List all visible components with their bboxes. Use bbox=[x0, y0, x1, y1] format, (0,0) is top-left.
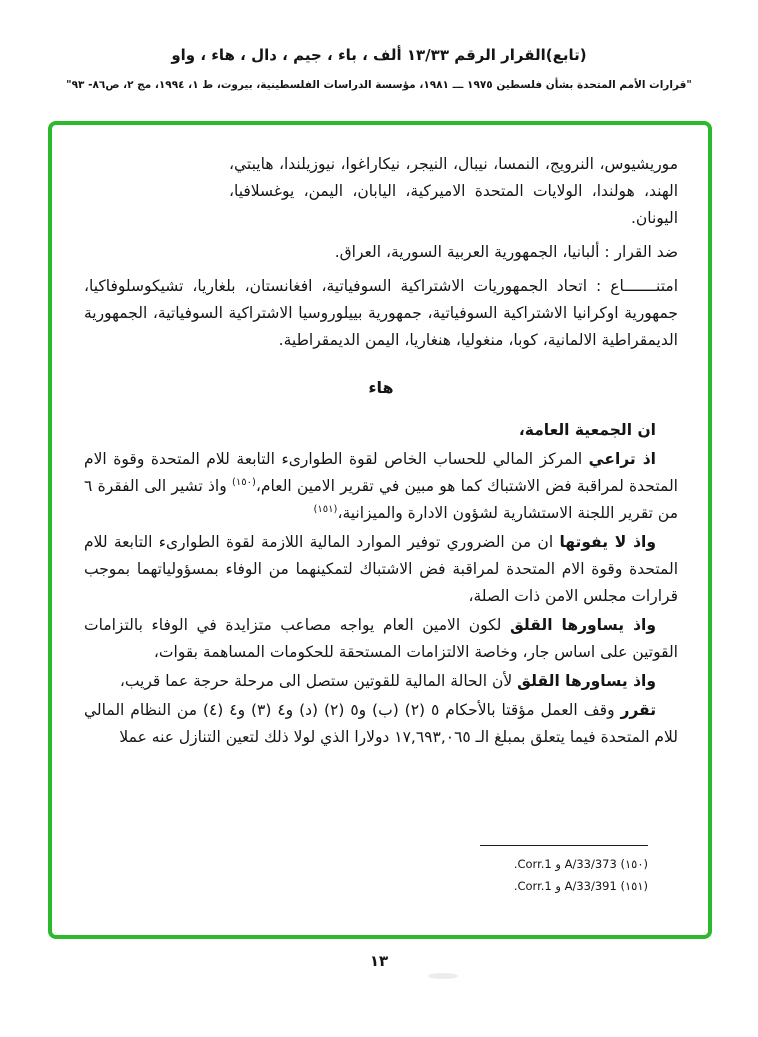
against-countries: ألبانيا، الجمهورية العربية السورية، العراق. bbox=[334, 243, 600, 261]
paragraph-lead: تقرر bbox=[620, 701, 657, 719]
paragraph-text: ان من الضروري توفير الموارد المالية اللازمة لقوة الطوارىء التابعة للام المتحدة وقوة الام المتحدة لمراقبة فض الاشتباك لتمكينهما من الوفاء بمسؤولياتهما بموجب قرارات مجلس الامن ذات الصلة، bbox=[84, 533, 678, 605]
paragraph-2 bbox=[84, 529, 678, 610]
paragraph-lead: اذ تراعي bbox=[588, 450, 656, 468]
paragraph-3 bbox=[84, 612, 678, 666]
abstain-countries: اتحاد الجمهوريات الاشتراكية السوفياتية، افغانستان، بلغاريا، تشيكوسلوفاكيا، جمهورية اوكرانيا الاشتراكية السوفياتية، جمهورية بييلوروسيا الاشتراكية السوفياتية، الجمهورية الديمقراطية الالمانية، كوبا، منغوليا، هنغاريا، اليمن الديمقراطية. bbox=[84, 277, 678, 349]
footnote-label: (١٥١) bbox=[620, 879, 648, 893]
paragraph-text: وقف العمل مؤقتا بالأحكام ٥ (٢) (ب) و٥ (٢) (د) و٤ (٣) و٤ (٤) من النظام المالي للام المتحدة فيما يتعلق بمبلغ الـ ١٧,٦٩٣,٠٦٥ دولارا الذي لولا ذلك لتعين التنازل عنه عملا bbox=[84, 701, 678, 746]
paragraph-lead: واذ يساورها القلق bbox=[517, 672, 656, 690]
source-citation: "قرارات الأمم المتحدة بشأن فلسطين ١٩٧٥ ـــ ١٩٨١، مؤسسة الدراسات الفلسطينية، بيروت، ط ١، ١٩٩٤، مج ٢، ص٨٦- ٩٣" bbox=[66, 79, 692, 91]
opening-line: ان الجمعية العامة، bbox=[518, 421, 656, 439]
paragraph-lead: واذ يساورها القلق bbox=[509, 616, 656, 634]
paragraph-4 bbox=[84, 668, 678, 695]
footnote-151 bbox=[480, 875, 648, 897]
scan-smudge bbox=[428, 973, 458, 979]
abstain-vote-row bbox=[84, 273, 678, 354]
footnote-text: A/33/373 و Corr.1. bbox=[513, 857, 617, 871]
paragraph-text: واذ تشير الى الفقرة ٦ من تقرير اللجنة الاستشارية لشؤون الادارة والميزانية، bbox=[84, 477, 678, 522]
paragraph-5 bbox=[84, 697, 678, 751]
footnote-label: (١٥٠) bbox=[620, 857, 648, 871]
footnote-ref-150: (١٥٠) bbox=[231, 476, 256, 488]
against-vote-row bbox=[84, 239, 678, 266]
abstain-label: امتنـــــــاع : bbox=[596, 277, 678, 295]
green-border-frame bbox=[48, 121, 712, 939]
resolution-title: (تابع)القرار الرقم ١٣/٣٣ ألف ، باء ، جيم ، دال ، هاء ، واو bbox=[171, 46, 587, 64]
paragraph-lead: واذ لا يفوتها bbox=[559, 533, 657, 551]
section-heading-haa: هاء bbox=[368, 378, 394, 397]
page-header bbox=[0, 46, 758, 91]
footnote-ref-151: (١٥١) bbox=[313, 503, 338, 515]
against-label: ضد القرار : bbox=[604, 243, 678, 261]
paragraph-text: المركز المالي للحساب الخاص لقوة الطوارىء التابعة للام المتحدة وقوة الام المتحدة لمراقبة فض الاشتباك كما هو مبين في تقرير الامين العام، bbox=[84, 450, 678, 495]
footnote-text: A/33/391 و Corr.1. bbox=[513, 879, 617, 893]
page-number: ١٣ bbox=[369, 952, 389, 970]
paragraph-text: لكون الامين العام يواجه مصاعب متزايدة في الوفاء بالتزامات القوتين على اساس جار، وخاصة الالتزامات المستحقة للحكومات المساهمة بقوات، bbox=[84, 616, 678, 661]
body-text bbox=[52, 125, 708, 851]
footnotes-block bbox=[480, 845, 648, 897]
paragraph-text: لأن الحالة المالية للقوتين ستصل الى مرحلة حرجة عما قريب، bbox=[119, 672, 513, 690]
paragraph-1 bbox=[84, 446, 678, 527]
in-favour-country-list: موريشيوس، النرويج، النمسا، نيبال، النيجر، نيكاراغوا، نيوزيلندا، هايبتي، الهند، هولندا، الولايات المتحدة الاميركية، اليابان، اليمن، يوغسلافيا، اليونان. bbox=[229, 155, 678, 227]
footnote-150 bbox=[480, 853, 648, 875]
